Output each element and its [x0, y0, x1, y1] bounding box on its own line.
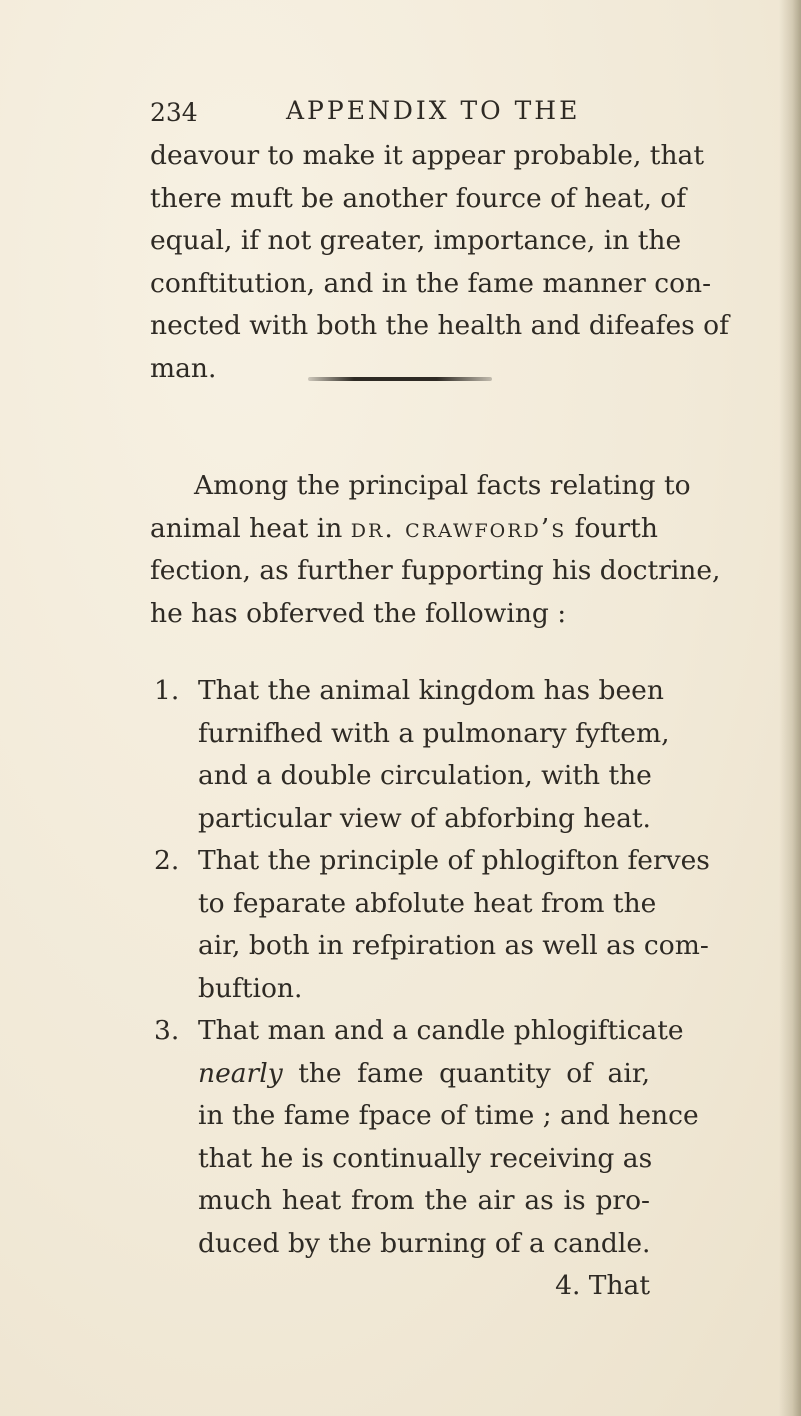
text-line: buftion. [198, 972, 303, 1004]
text-line: furnifhed with a pulmonary fyftem, [198, 717, 670, 749]
numbered-list [150, 670, 710, 1308]
emphasized-word: nearly [198, 1057, 283, 1089]
text-line: conftitution, and in the fame manner con- [150, 267, 712, 299]
text-line: duced by the burning of a candle. [198, 1227, 651, 1259]
text-line: he has obferved the following : [150, 597, 567, 629]
text-line: nected with both the health and difeafes of [150, 310, 729, 341]
text-line: in the fame fpace of time ; and hence [198, 1100, 699, 1131]
text-line: man. [150, 352, 217, 384]
section-divider-rule [308, 377, 492, 381]
page-number: 234 [150, 98, 198, 127]
text-line: That the animal kingdom has been [198, 675, 664, 706]
list-item [150, 840, 710, 1010]
text-line: That the principle of phlogifton ferves [198, 845, 710, 876]
text-line: Among the principal facts relating to [194, 470, 691, 501]
text-line: deavour to make it appear probable, that [150, 140, 704, 171]
list-number: 3. [154, 1015, 180, 1046]
text-line: air, both in refpiration as well as com- [198, 930, 709, 961]
catchword: 4. That [555, 1270, 650, 1301]
text-line [150, 508, 658, 551]
text-line: and a double circulation, with the [198, 760, 652, 791]
page-edge-shadow [779, 0, 801, 1416]
running-head: APPENDIX TO THE [286, 96, 581, 125]
page-header [150, 98, 650, 138]
list-item [150, 1010, 699, 1265]
text-fragment: animal heat in [150, 512, 343, 544]
text-line: equal, if not greater, importance, in the [150, 225, 682, 256]
text-line: there muft be another fource of heat, of [150, 182, 687, 214]
text-fragment: fourth [574, 512, 658, 544]
text-line: That man and a candle phlogifticate [198, 1015, 684, 1046]
list-number: 1. [154, 675, 180, 706]
text-line: much heat from the air as is pro- [198, 1185, 650, 1216]
author-name: dr. crawford’s [350, 512, 567, 544]
text-line: that he is continually receiving as [198, 1142, 653, 1174]
list-number: 2. [154, 845, 180, 876]
list-item [150, 670, 670, 840]
text-fragment: the fame quantity of air, [282, 1057, 650, 1089]
text-line: to feparate abfolute heat from the [198, 887, 657, 919]
text-line: particular view of abforbing heat. [198, 802, 651, 834]
paragraph-continuation [150, 135, 729, 390]
text-line: fection, as further fupporting his doctrine, [150, 555, 721, 586]
text-line [198, 1053, 650, 1096]
paragraph-intro [150, 465, 721, 635]
